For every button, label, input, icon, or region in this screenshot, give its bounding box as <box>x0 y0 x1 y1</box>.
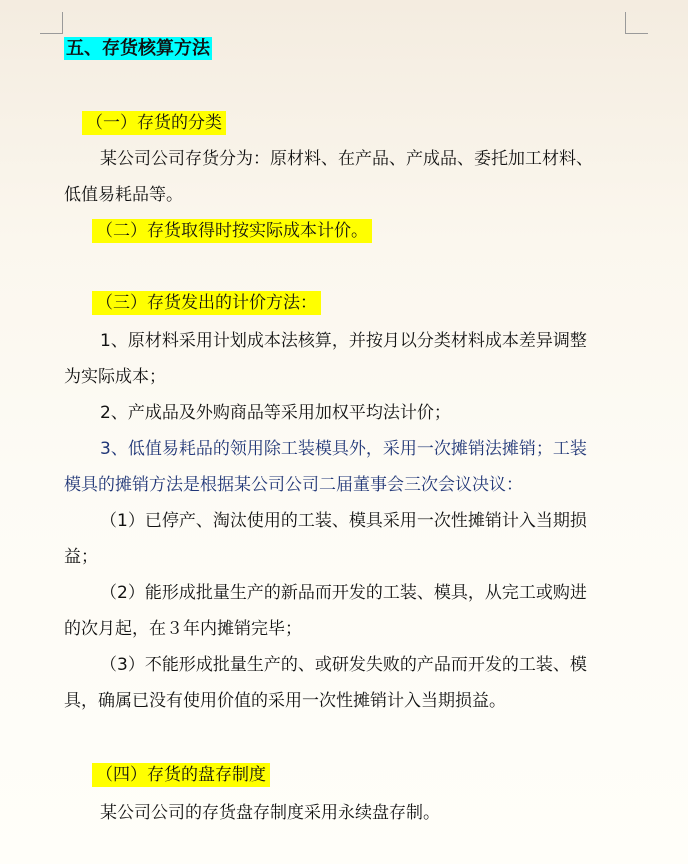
sub1-line-2: 低值易耗品等。 <box>64 185 183 205</box>
crop-mark-right-h <box>626 33 648 34</box>
crop-mark-right-v <box>625 12 626 34</box>
sub2-heading-row <box>92 220 372 242</box>
sub2-heading: （二）存货取得时按实际成本计价。 <box>92 219 372 243</box>
sub-item2-line-1: （2）能形成批量生产的新品而开发的工装、模具，从完工或购进 <box>100 583 587 603</box>
item2-line: 2、产成品及外购商品等采用加权平均法计价； <box>100 403 451 423</box>
item3-line-1: 3、低值易耗品的领用除工装模具外，采用一次摊销法摊销；工装 <box>100 439 587 459</box>
sub1-heading-row <box>82 112 226 134</box>
sub1-heading: （一）存货的分类 <box>82 111 226 135</box>
sub-item1-line-1: （1）已停产、淘汰使用的工装、模具采用一次性摊销计入当期损 <box>100 511 587 531</box>
section-title-row <box>64 38 212 60</box>
sub3-heading-row <box>92 292 321 314</box>
sub-item3-line-2: 具，确属已没有使用价值的采用一次性摊销计入当期损益。 <box>64 691 506 711</box>
item1-line-2: 为实际成本； <box>64 367 166 387</box>
sub3-heading: （三）存货发出的计价方法： <box>92 291 321 315</box>
section-title: 五、存货核算方法 <box>66 38 210 59</box>
sub-item2-line-2: 的次月起，在３年内摊销完毕； <box>64 619 302 639</box>
item1-line-1: 1、原材料采用计划成本法核算，并按月以分类材料成本差异调整 <box>100 331 587 351</box>
sub4-heading-row <box>92 764 270 786</box>
sub-item1-line-2: 益； <box>64 547 98 567</box>
crop-mark-left-v <box>62 12 63 34</box>
sub4-line-1: 某公司公司的存货盘存制度采用永续盘存制。 <box>100 803 440 823</box>
item3-line-2: 模具的摊销方法是根据某公司公司二届董事会三次会议决议： <box>64 475 523 495</box>
sub1-line-1: 某公司公司存货分为：原材料、在产品、产成品、委托加工材料、 <box>100 149 593 169</box>
sub-item3-line-1: （3）不能形成批量生产的、或研发失败的产品而开发的工装、模 <box>100 655 587 675</box>
sub4-heading: （四）存货的盘存制度 <box>92 763 270 787</box>
crop-mark-left-h <box>40 33 62 34</box>
